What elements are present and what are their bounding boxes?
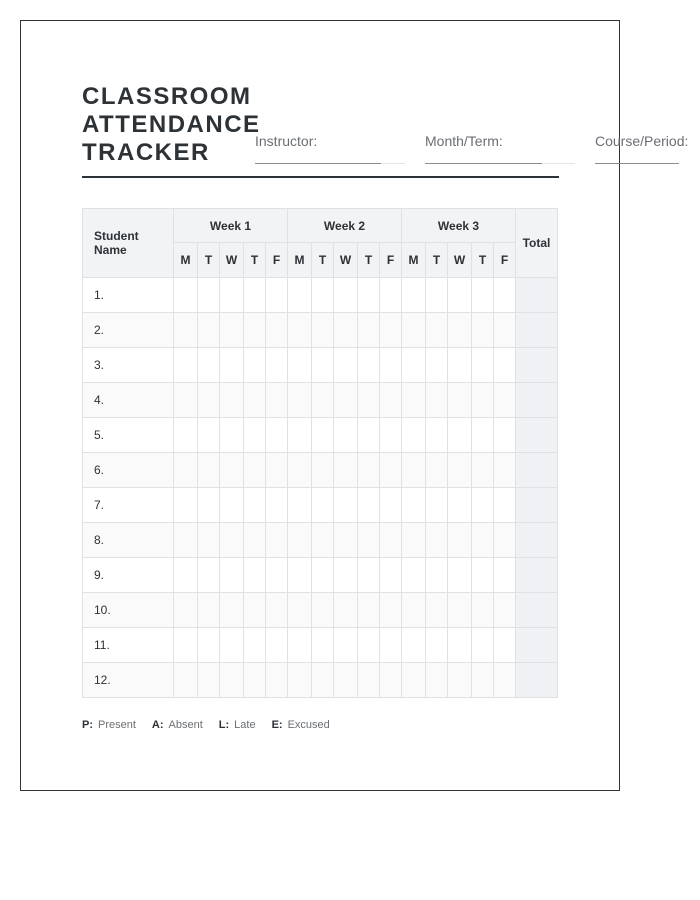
attendance-cell[interactable] xyxy=(358,523,380,558)
total-cell[interactable] xyxy=(516,558,558,593)
legend-item xyxy=(272,719,330,731)
title-line: TRACKER xyxy=(82,139,210,166)
attendance-cell[interactable] xyxy=(312,348,334,383)
attendance-cell[interactable] xyxy=(334,558,358,593)
attendance-cell[interactable] xyxy=(448,628,472,663)
total-cell[interactable] xyxy=(516,418,558,453)
attendance-cell[interactable] xyxy=(494,523,516,558)
attendance-cell[interactable] xyxy=(494,558,516,593)
attendance-cell[interactable] xyxy=(266,313,288,348)
attendance-cell[interactable] xyxy=(334,313,358,348)
attendance-cell[interactable] xyxy=(244,663,266,698)
header-rule xyxy=(82,176,559,178)
attendance-cell[interactable] xyxy=(448,418,472,453)
legend-item xyxy=(219,719,256,731)
attendance-cell[interactable] xyxy=(312,418,334,453)
instructor-label: Instructor: xyxy=(255,133,318,149)
table-row xyxy=(83,313,558,348)
table-row xyxy=(83,593,558,628)
attendance-cell[interactable] xyxy=(312,523,334,558)
attendance-cell[interactable] xyxy=(402,488,426,523)
student-name-cell[interactable]: 8. xyxy=(83,523,174,558)
attendance-cell[interactable] xyxy=(494,418,516,453)
attendance-cell[interactable] xyxy=(288,383,312,418)
attendance-cell[interactable] xyxy=(426,488,448,523)
attendance-cell[interactable] xyxy=(266,628,288,663)
attendance-cell[interactable] xyxy=(426,453,448,488)
attendance-cell[interactable] xyxy=(334,593,358,628)
attendance-cell[interactable] xyxy=(358,593,380,628)
attendance-cell[interactable] xyxy=(402,348,426,383)
attendance-cell[interactable] xyxy=(448,348,472,383)
attendance-cell[interactable] xyxy=(380,593,402,628)
legend-key: A: xyxy=(151,719,164,731)
attendance-cell[interactable] xyxy=(426,278,448,313)
attendance-cell[interactable] xyxy=(334,418,358,453)
attendance-cell[interactable] xyxy=(198,663,220,698)
attendance-cell[interactable] xyxy=(198,628,220,663)
attendance-cell[interactable] xyxy=(402,523,426,558)
attendance-cell[interactable] xyxy=(472,488,494,523)
table-row xyxy=(83,488,558,523)
attendance-sheet xyxy=(20,20,689,791)
title-line: ATTENDANCE xyxy=(82,111,261,138)
attendance-cell[interactable] xyxy=(380,418,402,453)
attendance-cell[interactable] xyxy=(220,628,244,663)
attendance-cell[interactable] xyxy=(426,593,448,628)
week-header-row xyxy=(83,209,558,243)
attendance-cell[interactable] xyxy=(380,348,402,383)
attendance-cell[interactable] xyxy=(494,313,516,348)
attendance-cell[interactable] xyxy=(448,278,472,313)
student-name-cell[interactable]: 3. xyxy=(83,348,174,383)
week-2-header: Week 2 xyxy=(288,209,402,243)
day-header: T xyxy=(312,243,334,278)
month-term-field-line[interactable] xyxy=(425,163,542,164)
attendance-cell[interactable] xyxy=(266,523,288,558)
attendance-cell[interactable] xyxy=(244,628,266,663)
attendance-cell[interactable] xyxy=(244,383,266,418)
day-header: T xyxy=(198,243,220,278)
attendance-cell[interactable] xyxy=(174,348,198,383)
day-header: M xyxy=(288,243,312,278)
attendance-cell[interactable] xyxy=(244,348,266,383)
attendance-cell[interactable] xyxy=(494,453,516,488)
attendance-cell[interactable] xyxy=(220,523,244,558)
attendance-cell[interactable] xyxy=(334,348,358,383)
day-header: M xyxy=(402,243,426,278)
legend xyxy=(82,719,346,731)
attendance-cell[interactable] xyxy=(448,383,472,418)
attendance-cell[interactable] xyxy=(358,628,380,663)
student-name-cell[interactable]: 2. xyxy=(83,313,174,348)
attendance-cell[interactable] xyxy=(358,278,380,313)
attendance-cell[interactable] xyxy=(174,593,198,628)
attendance-cell[interactable] xyxy=(220,278,244,313)
attendance-cell[interactable] xyxy=(312,383,334,418)
attendance-cell[interactable] xyxy=(174,663,198,698)
total-cell[interactable] xyxy=(516,628,558,663)
total-cell[interactable] xyxy=(516,313,558,348)
attendance-cell[interactable] xyxy=(266,663,288,698)
attendance-cell[interactable] xyxy=(174,488,198,523)
table-row xyxy=(83,558,558,593)
day-header: F xyxy=(494,243,516,278)
attendance-cell[interactable] xyxy=(174,278,198,313)
attendance-cell[interactable] xyxy=(244,558,266,593)
attendance-cell[interactable] xyxy=(472,313,494,348)
attendance-cell[interactable] xyxy=(358,313,380,348)
attendance-cell[interactable] xyxy=(426,418,448,453)
attendance-cell[interactable] xyxy=(358,488,380,523)
attendance-cell[interactable] xyxy=(472,383,494,418)
legend-label: Late xyxy=(234,719,256,731)
attendance-cell[interactable] xyxy=(312,313,334,348)
attendance-cell[interactable] xyxy=(266,418,288,453)
legend-label: Present xyxy=(98,719,136,731)
attendance-cell[interactable] xyxy=(244,418,266,453)
attendance-cell[interactable] xyxy=(334,523,358,558)
legend-key: P: xyxy=(82,719,93,731)
attendance-cell[interactable] xyxy=(472,418,494,453)
course-period-label: Course/Period: xyxy=(595,133,689,149)
total-cell[interactable] xyxy=(516,453,558,488)
day-header: T xyxy=(426,243,448,278)
attendance-cell[interactable] xyxy=(244,523,266,558)
attendance-cell[interactable] xyxy=(380,453,402,488)
student-name-cell[interactable]: 1. xyxy=(83,278,174,313)
attendance-cell[interactable] xyxy=(288,628,312,663)
attendance-cell[interactable] xyxy=(288,523,312,558)
attendance-cell[interactable] xyxy=(448,488,472,523)
attendance-cell[interactable] xyxy=(472,663,494,698)
student-name-cell[interactable]: 7. xyxy=(83,488,174,523)
attendance-cell[interactable] xyxy=(380,523,402,558)
attendance-cell[interactable] xyxy=(494,278,516,313)
attendance-cell[interactable] xyxy=(288,558,312,593)
attendance-cell[interactable] xyxy=(220,593,244,628)
attendance-cell[interactable] xyxy=(220,383,244,418)
legend-label: Excused xyxy=(287,719,330,731)
attendance-cell[interactable] xyxy=(334,383,358,418)
attendance-cell[interactable] xyxy=(244,278,266,313)
attendance-cell[interactable] xyxy=(174,418,198,453)
attendance-cell[interactable] xyxy=(426,313,448,348)
attendance-cell[interactable] xyxy=(198,313,220,348)
attendance-cell[interactable] xyxy=(288,593,312,628)
attendance-cell[interactable] xyxy=(220,453,244,488)
total-cell[interactable] xyxy=(516,488,558,523)
attendance-cell[interactable] xyxy=(312,488,334,523)
attendance-cell[interactable] xyxy=(380,278,402,313)
attendance-cell[interactable] xyxy=(472,278,494,313)
attendance-cell[interactable] xyxy=(380,383,402,418)
attendance-cell[interactable] xyxy=(358,348,380,383)
attendance-cell[interactable] xyxy=(472,348,494,383)
attendance-cell[interactable] xyxy=(426,348,448,383)
course-period-field-line[interactable] xyxy=(595,163,679,164)
attendance-cell[interactable] xyxy=(266,278,288,313)
attendance-cell[interactable] xyxy=(174,313,198,348)
table-row xyxy=(83,663,558,698)
attendance-table xyxy=(82,208,558,698)
attendance-cell[interactable] xyxy=(402,453,426,488)
attendance-cell[interactable] xyxy=(198,593,220,628)
attendance-cell[interactable] xyxy=(312,628,334,663)
attendance-cell[interactable] xyxy=(334,628,358,663)
attendance-cell[interactable] xyxy=(174,383,198,418)
attendance-cell[interactable] xyxy=(312,663,334,698)
attendance-cell[interactable] xyxy=(312,278,334,313)
attendance-cell[interactable] xyxy=(426,628,448,663)
attendance-cell[interactable] xyxy=(472,628,494,663)
attendance-cell[interactable] xyxy=(426,523,448,558)
attendance-cell[interactable] xyxy=(358,453,380,488)
attendance-cell[interactable] xyxy=(220,663,244,698)
attendance-cell[interactable] xyxy=(266,453,288,488)
attendance-cell[interactable] xyxy=(288,278,312,313)
attendance-cell[interactable] xyxy=(494,593,516,628)
attendance-cell[interactable] xyxy=(448,663,472,698)
attendance-cell[interactable] xyxy=(266,558,288,593)
attendance-cell[interactable] xyxy=(220,558,244,593)
attendance-cell[interactable] xyxy=(174,628,198,663)
attendance-cell[interactable] xyxy=(448,558,472,593)
instructor-field-line-end xyxy=(381,163,405,164)
total-header: Total xyxy=(516,209,558,278)
attendance-cell[interactable] xyxy=(472,558,494,593)
attendance-cell[interactable] xyxy=(402,628,426,663)
attendance-cell[interactable] xyxy=(380,628,402,663)
student-name-cell[interactable]: 5. xyxy=(83,418,174,453)
attendance-cell[interactable] xyxy=(174,453,198,488)
attendance-cell[interactable] xyxy=(402,383,426,418)
attendance-cell[interactable] xyxy=(198,488,220,523)
attendance-cell[interactable] xyxy=(244,593,266,628)
attendance-cell[interactable] xyxy=(334,663,358,698)
attendance-cell[interactable] xyxy=(402,558,426,593)
attendance-cell[interactable] xyxy=(198,383,220,418)
attendance-cell[interactable] xyxy=(334,453,358,488)
attendance-cell[interactable] xyxy=(402,418,426,453)
attendance-cell[interactable] xyxy=(448,523,472,558)
week-1-header: Week 1 xyxy=(174,209,288,243)
student-name-cell[interactable]: 6. xyxy=(83,453,174,488)
total-cell[interactable] xyxy=(516,383,558,418)
student-name-cell[interactable]: 12. xyxy=(83,663,174,698)
day-header: T xyxy=(358,243,380,278)
attendance-cell[interactable] xyxy=(334,278,358,313)
attendance-cell[interactable] xyxy=(402,663,426,698)
attendance-cell[interactable] xyxy=(220,348,244,383)
table-row xyxy=(83,418,558,453)
attendance-cell[interactable] xyxy=(380,558,402,593)
legend-item xyxy=(152,719,203,731)
attendance-cell[interactable] xyxy=(448,593,472,628)
attendance-cell[interactable] xyxy=(358,663,380,698)
table-row xyxy=(83,523,558,558)
table-row xyxy=(83,383,558,418)
attendance-cell[interactable] xyxy=(426,558,448,593)
attendance-cell[interactable] xyxy=(380,663,402,698)
attendance-cell[interactable] xyxy=(312,453,334,488)
attendance-cell[interactable] xyxy=(220,418,244,453)
day-header: F xyxy=(380,243,402,278)
attendance-cell[interactable] xyxy=(426,383,448,418)
attendance-cell[interactable] xyxy=(358,558,380,593)
student-name-cell[interactable]: 9. xyxy=(83,558,174,593)
attendance-cell[interactable] xyxy=(380,313,402,348)
attendance-cell[interactable] xyxy=(312,593,334,628)
attendance-cell[interactable] xyxy=(494,348,516,383)
total-cell[interactable] xyxy=(516,278,558,313)
table-row xyxy=(83,278,558,313)
page-title xyxy=(82,83,261,167)
attendance-cell[interactable] xyxy=(312,558,334,593)
table-row xyxy=(83,628,558,663)
week-3-header: Week 3 xyxy=(402,209,516,243)
attendance-cell[interactable] xyxy=(244,488,266,523)
day-header: F xyxy=(266,243,288,278)
legend-label: Absent xyxy=(168,719,203,731)
attendance-cell[interactable] xyxy=(494,383,516,418)
total-cell[interactable] xyxy=(516,523,558,558)
attendance-cell[interactable] xyxy=(358,383,380,418)
attendance-cell[interactable] xyxy=(174,523,198,558)
attendance-cell[interactable] xyxy=(402,313,426,348)
attendance-cell[interactable] xyxy=(266,383,288,418)
attendance-cell[interactable] xyxy=(288,453,312,488)
instructor-field-line[interactable] xyxy=(255,163,381,164)
attendance-cell[interactable] xyxy=(472,523,494,558)
attendance-cell[interactable] xyxy=(198,523,220,558)
attendance-cell[interactable] xyxy=(448,453,472,488)
attendance-cell[interactable] xyxy=(198,558,220,593)
student-name-header: Student Name xyxy=(83,209,174,278)
day-header: W xyxy=(334,243,358,278)
attendance-cell[interactable] xyxy=(266,488,288,523)
attendance-cell[interactable] xyxy=(288,348,312,383)
day-header: T xyxy=(472,243,494,278)
month-term-label: Month/Term: xyxy=(425,133,503,149)
total-cell[interactable] xyxy=(516,348,558,383)
student-name-cell[interactable]: 10. xyxy=(83,593,174,628)
attendance-cell[interactable] xyxy=(198,453,220,488)
attendance-cell[interactable] xyxy=(494,663,516,698)
attendance-cell[interactable] xyxy=(198,418,220,453)
attendance-cell[interactable] xyxy=(472,453,494,488)
month-term-field-line-end xyxy=(542,163,575,164)
attendance-cell[interactable] xyxy=(494,488,516,523)
attendance-cell[interactable] xyxy=(402,278,426,313)
table-row xyxy=(83,453,558,488)
legend-key: L: xyxy=(218,719,230,731)
day-header: W xyxy=(448,243,472,278)
attendance-cell[interactable] xyxy=(220,488,244,523)
legend-key: E: xyxy=(271,719,283,731)
attendance-cell[interactable] xyxy=(448,313,472,348)
title-line: CLASSROOM xyxy=(82,83,252,110)
attendance-cell[interactable] xyxy=(288,313,312,348)
attendance-cell[interactable] xyxy=(472,593,494,628)
total-cell[interactable] xyxy=(516,593,558,628)
attendance-cell[interactable] xyxy=(402,593,426,628)
day-header: T xyxy=(244,243,266,278)
attendance-cell[interactable] xyxy=(266,593,288,628)
student-name-cell[interactable]: 11. xyxy=(83,628,174,663)
table-row xyxy=(83,348,558,383)
attendance-cell[interactable] xyxy=(266,348,288,383)
attendance-cell[interactable] xyxy=(244,313,266,348)
attendance-cell[interactable] xyxy=(220,313,244,348)
legend-item xyxy=(82,719,136,731)
attendance-cell[interactable] xyxy=(288,663,312,698)
attendance-cell[interactable] xyxy=(380,488,402,523)
total-cell[interactable] xyxy=(516,663,558,698)
attendance-cell[interactable] xyxy=(288,488,312,523)
day-header: W xyxy=(220,243,244,278)
student-name-cell[interactable]: 4. xyxy=(83,383,174,418)
attendance-cell[interactable] xyxy=(198,278,220,313)
attendance-cell[interactable] xyxy=(174,558,198,593)
day-header: M xyxy=(174,243,198,278)
attendance-cell[interactable] xyxy=(244,453,266,488)
attendance-cell[interactable] xyxy=(334,488,358,523)
attendance-cell[interactable] xyxy=(288,418,312,453)
attendance-cell[interactable] xyxy=(494,628,516,663)
attendance-cell[interactable] xyxy=(198,348,220,383)
attendance-cell[interactable] xyxy=(358,418,380,453)
attendance-cell[interactable] xyxy=(426,663,448,698)
